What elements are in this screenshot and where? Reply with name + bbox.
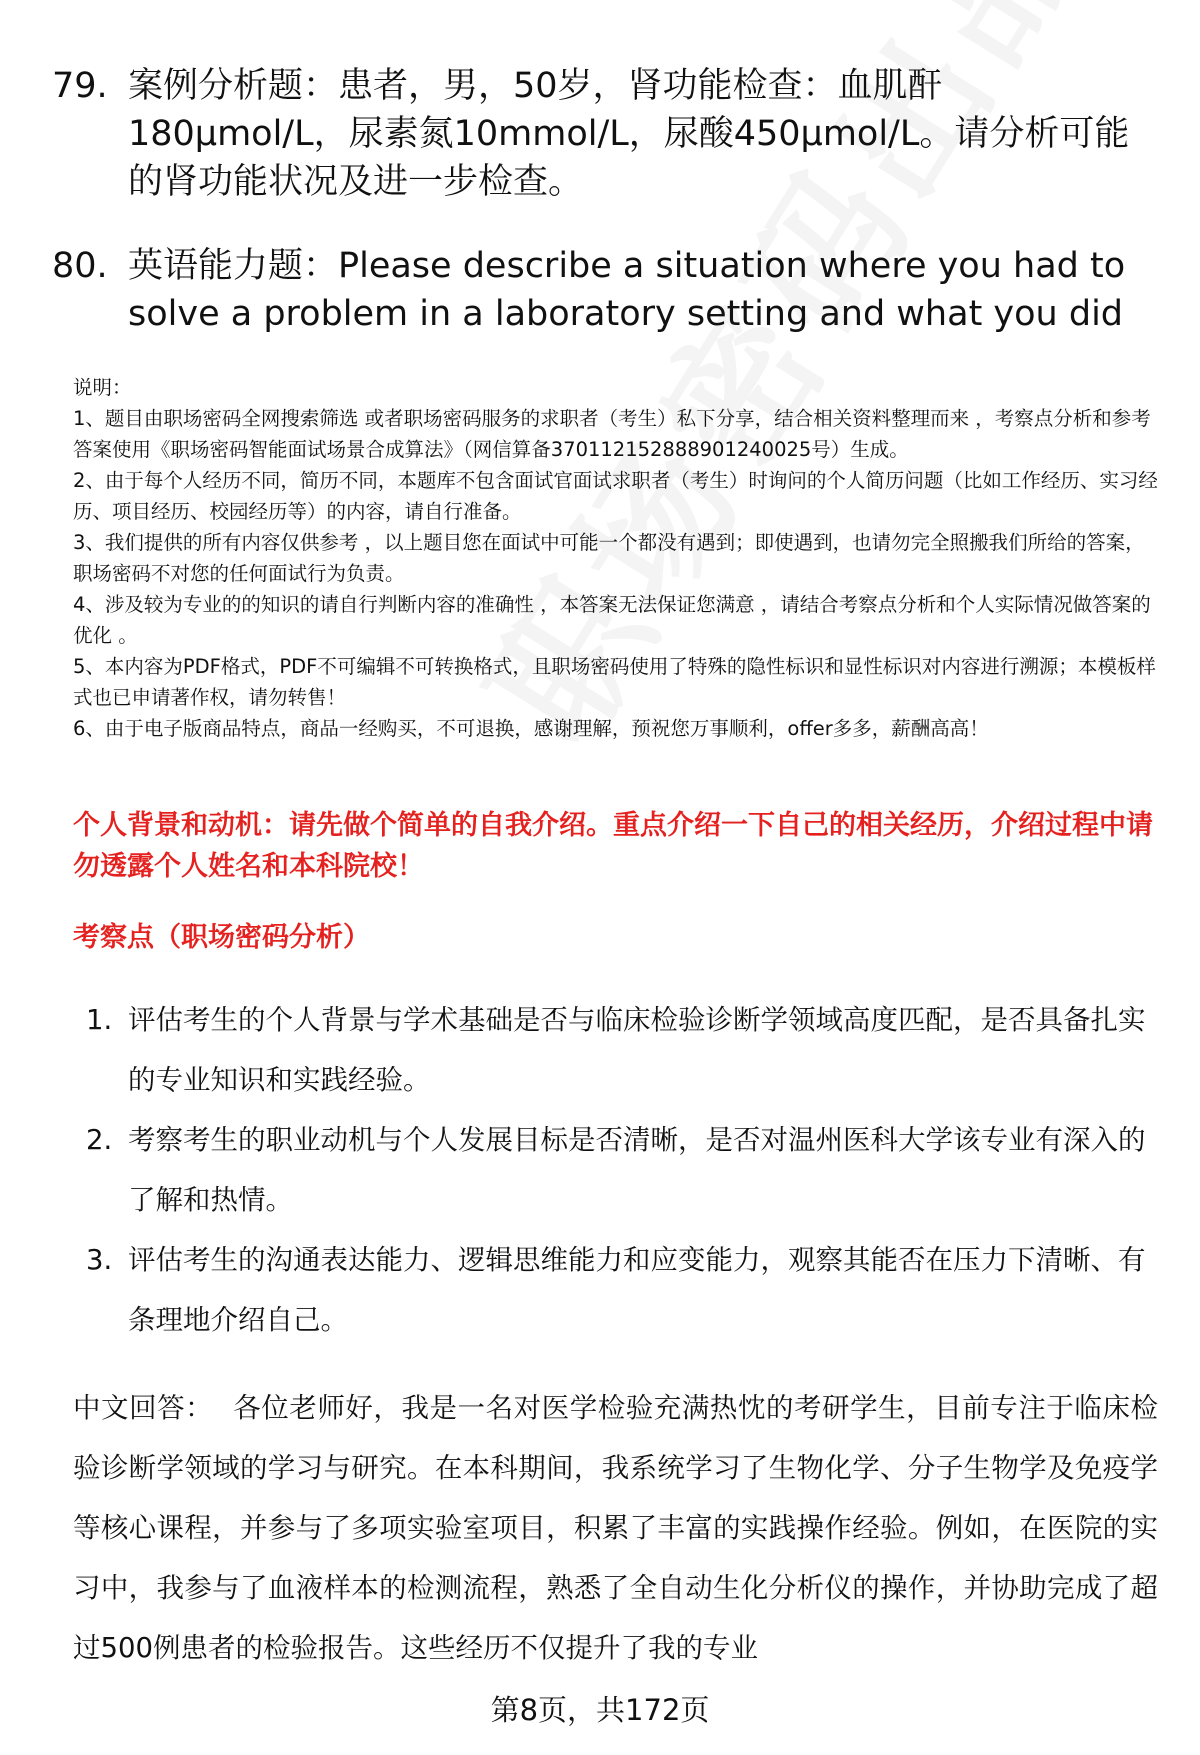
answer-text: 各位老师好，我是一名对医学检验充满热忱的考研学生，目前专注于临床检验诊断学领域的学习与研究。在本科期间，我系统学习了生物化学、分子生物学及免疫学等核心课程，并参与了多项实验室项目，积累了丰富的实践操作经验。例如，在医院的实习中，我参与了血液样本的检测流程，熟悉了全自动生化分析仪的操作，并协助完成了超过500例患者的检验报告。这些经历不仅提升了我的专业 [73, 1392, 1158, 1664]
point-number: 2. [86, 1124, 113, 1156]
note-item: 6、由于电子版商品特点，商品一经购买，不可退换，感谢理解，预祝您万事顺利，offer多多，薪酬高高！ [73, 717, 989, 740]
assessment-heading: 考察点（职场密码分析） [73, 922, 370, 953]
point-number: 1. [86, 1004, 113, 1036]
section-question: 个人背景和动机：请先做个简单的自我介绍。重点介绍一下自己的相关经历，介绍过程中请勿透露个人姓名和本科院校！ [73, 810, 1153, 882]
point-text: 评估考生的个人背景与学术基础是否与临床检验诊断学领域高度匹配，是否具备扎实的专业知识和实践经验。 [128, 1004, 1146, 1096]
note-item: 1、题目由职场密码全网搜索筛选 或者职场密码服务的求职者（考生）私下分享，结合相关资料整理而来 ，考察点分析和参考答案使用《职场密码智能面试场景合成算法》（网信算备370112152888901240025号）生成。 [73, 407, 1151, 461]
note-item: 4、涉及较为专业的的知识的请自行判断内容的准确性 ，本答案无法保证您满意 ，请结合考察点分析和个人实际情况做答案的优化 。 [73, 593, 1151, 647]
question-number: 80. [52, 246, 108, 286]
page-footer: 第8页，共172页 [490, 1693, 710, 1727]
assessment-point [0, 1110, 1160, 1230]
question-number: 79. [52, 66, 108, 106]
point-text: 考察考生的职业动机与个人发展目标是否清晰，是否对温州医科大学该专业有深入的了解和热情。 [128, 1124, 1146, 1216]
notes-heading: 说明： [73, 376, 132, 399]
note-item: 2、由于每个人经历不同，简历不同，本题库不包含面试官面试求职者（考生）时询问的个人简历问题（比如工作经历、实习经历、项目经历、校园经历等）的内容，请自行准备。 [73, 469, 1158, 523]
note-item: 3、我们提供的所有内容仅供参考 ，以上题目您在面试中可能一个都没有遇到；即使遇到，也请勿完全照搬我们所给的答案，职场密码不对您的任何面试行为负责。 [73, 531, 1145, 585]
answer-label: 中文回答： [73, 1392, 214, 1424]
assessment-point [0, 1230, 1160, 1350]
answer-block [73, 1378, 1158, 1678]
question-text: 案例分析题：患者，男，50岁，肾功能检查：血肌酐180μmol/L，尿素氮10mmol/L，尿酸450μmol/L。请分析可能的肾功能状况及进一步检查。 [128, 66, 1130, 202]
point-number: 3. [86, 1244, 113, 1276]
assessment-point [0, 990, 1160, 1110]
assessment-points [0, 990, 1160, 1350]
notes-section [73, 372, 1163, 744]
question-text: 英语能力题：Please describe a situation where you had to solve a problem in a laboratory setting and what you did [128, 246, 1126, 334]
note-item: 5、本内容为PDF格式，PDF不可编辑不可转换格式，且职场密码使用了特殊的隐性标识和显性标识对内容进行溯源；本模板样式也已申请著作权，请勿转售！ [73, 655, 1156, 709]
point-text: 评估考生的沟通表达能力、逻辑思维能力和应变能力，观察其能否在压力下清晰、有条理地介绍自己。 [128, 1244, 1146, 1336]
